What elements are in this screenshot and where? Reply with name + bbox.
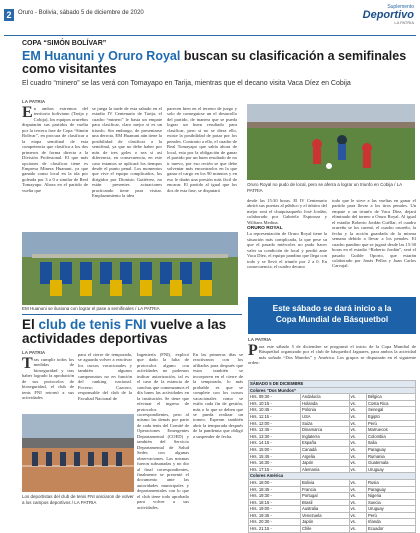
schedule-cell: Argelia [300,453,349,460]
schedule-cell: Hrs. 15:45 - [249,453,301,460]
page-header [0,0,420,36]
photo-oruro-royal [247,104,415,180]
schedule-row [249,394,416,401]
schedule-row [249,512,416,519]
photo-em-huanuni [22,232,238,305]
article2-headline [22,318,244,346]
schedule-row [249,493,416,500]
schedule-cell: Hrs. 10:45 - [249,407,301,414]
caption-text: EM Huanuni se ilusiona con lograr el pase a semifinales [22,306,134,311]
schedule-cell: Senegal [366,407,415,414]
photo1-caption: Oruro Royal no pudo de local, pero se aferra a lograr un triunfo en Cobija / LA PATRIA [247,182,402,193]
schedule-row [249,519,416,526]
schedule-cell: Polonia [300,407,349,414]
schedule-cell: Perú [366,512,415,519]
schedule-row [249,407,416,414]
schedule-cell: Uruguay [366,466,415,473]
schedule-cell: Hrs. 16:30 - [249,460,301,467]
supplement-logo [363,4,414,25]
dropcap: T [22,357,33,372]
logo-sub: LA PATRIA [394,20,414,25]
photo2-caption: EM Huanuni se ilusiona con lograr el pase a semifinales / LA PATRIA [22,306,160,311]
schedule-cell: España [300,440,349,447]
schedule-cell: vs. [349,493,366,500]
photo-tennis-club [22,414,134,492]
page-number: 2 [4,9,14,21]
column-subhead: ORURO ROYAL [247,226,283,232]
schedule-cell: Portugal [300,493,349,500]
article1-tag: LA PATRIA [22,99,46,104]
logo-top: Suplemento [387,4,414,10]
headline-highlight: EM Huanuni y Oruro Royal [22,49,181,63]
banner-line-2: Copa Mundial de Básquetbol [275,315,389,324]
article2-tag: LA PATRIA [22,350,46,355]
schedule-cell: Bélgica [366,394,415,401]
article1-dek: El cuadro “minero” se las verá con Tomayapo en Tarija, mientras que el decano visita Vaca Díez en Cobija [22,80,351,87]
schedule-cell: Perú [366,420,415,427]
article1-column-1 [22,106,88,232]
schedule-row [249,453,416,460]
schedule-cell: Guatemala [366,460,415,467]
headline-rest: buscan su clasificación a semifinales como visitantes [22,49,407,76]
schedule-cell: vs. [349,512,366,519]
schedule-cell: Marruecos [366,427,415,434]
schedule-cell: Irlanda [366,519,415,526]
schedule-cell: Rumania [366,453,415,460]
article2-column-4: En las primeras días se reactivaron con los afiliados para después que estos también se incorporen en el cierre de la temporada, lo más probable es que se complete con los cursos vacacionales como se estila cada fin de gestión, más o lo que se deben que se pueda realizar un torneo. Esperan también abrir la temporada después de la pandemia que obligó a suspender de fecha. [193,352,243,439]
caption-credit: LA PATRIA [247,182,402,193]
schedule-row [249,466,416,473]
headline-rest: vuelve a las actividades deportivas [22,317,227,346]
schedule-cell: Australia [300,506,349,513]
schedule-cell: Hrs. 18:45 - [249,486,301,493]
schedule-cell: Hrs. 19:45 - [249,512,301,519]
schedule-row [249,479,416,486]
schedule-cell: Paraguay [366,446,415,453]
article2-column-3: Ingeniería (FNI), explicó que dado la falta de protocolos alguno con actividades no podemos indicar autorización, tal es el caso de la estancia de canchas que comenzamos el día lunes las actividades en la institución. Se tiene que efectuar el ingreso de protocolos correspondientes, pero al mismo las demás por parte de cada tenis del Comité de Operaciones Emergentes Departamental (COED) y también del Servicio Departamental de Salud Sedes con algunas observaciones. Las mismas fueron subsanadas y no dio al final correspondientes, finalmente se presentó el documento ante las autoridades municipales y departamentales con lo que el club tiene todo aprobado para volver a sus actividades. [137,352,189,510]
schedule-cell: Hrs. 12:00 - [249,420,301,427]
sidebar-body: ara este sábado 5 de diciembre se programó el inicio de la Copa Mundial de Básquetbol organizado por el club de básquetbol Jaguares, para ambos la actividad más soñado “Dos Mundos” y América. Los grupos se disputarán en el siguiente orden: [248,344,416,366]
schedule-group-header: Colores América [249,473,416,480]
sidebar-tag: LA PATRIA [248,337,272,342]
schedule-row [249,413,416,420]
schedule-row [249,427,416,434]
schedule-cell: vs. [349,440,366,447]
caption-text: Los deportistas del club de tenis FNI aniciaron de volver a los campos deportivos [22,494,134,505]
schedule-cell: Hrs. 12:45 - [249,427,301,434]
column-text: ras cumplir todos los medidas de bioseguridad y tras haber logrado la aprobación de sus protocolos de bioseguridad, el club de tenis FNI retornó a sus actividades [22,357,74,401]
schedule-cell: vs. [349,499,366,506]
schedule-row [249,526,416,533]
schedule-cell: vs. [349,506,366,513]
schedule-cell: Hrs. 19:00 - [249,506,301,513]
schedule-cell: Ecuador [366,526,415,533]
schedule-cell: Hrs. 21:15 - [249,526,301,533]
schedule-cell: vs. [349,407,366,414]
schedule-cell: Hrs. 18:15 - [249,499,301,506]
schedule-cell: Hrs. 19:30 - [249,493,301,500]
schedule-cell: vs. [349,400,366,407]
schedule-cell: Hrs. 15:00 - [249,446,301,453]
schedule-row [249,499,416,506]
schedule-cell: vs. [349,526,366,533]
schedule-cell: vs. [349,413,366,420]
dateline: Oruro - Bolivia, sábado 5 de diciembre de 2020 [18,10,144,16]
headline-pre: El [22,317,39,332]
sidebar-text [248,344,416,372]
banner-line-1: Este sábado se dará inicio a la [272,304,392,313]
article1-column-2: se juega la tarde de esta sabado en el estadio IV Centenario de Tarija, el cuadro “minero” le basta un empate para clasificar, claro mejor si es un triunfo. Sin embargo, de presentarse una derrota, EM Huanuni aún tiene la posibilidad de clasificar a la semifinal, ya que no debe haber por más de tres goles o sea si así diferencia, en consecuencia, en este caso estamos se aplicará los tiempos desde el punto penal. Los momentos que vive el equipo complicados, los dirigidos por Dionisio Gutiérrez, no están presentes actuaciones practicando tiene para visitar. Emplazamiento la idea [92,106,162,199]
column-text: La representación de Oruro Royal tiene la situación más complicada, la que pese su que el pasado miércoles no pudo hacer valer su condición de local y perdió ante Vaca Díez, el equipo pandino que llega con todo y se llevó el triunfo por 2 a 0. En consecuencia, el cuadro decano [247,231,327,269]
schedule-cell: Hrs. 20:30 - [249,519,301,526]
photo3-caption: Los deportistas del club de tenis FNI aniciaron de volver a los campos deportivos / LA PATRIA [22,494,134,505]
schedule-row [249,460,416,467]
schedule-cell: USA [300,413,349,420]
schedule-cell: Suecia [366,499,415,506]
schedule-cell: vs. [349,446,366,453]
schedule-title: SÁBADO 5 DE DICIEMBRE [249,381,416,388]
schedule-cell: Costa Rica [366,400,415,407]
schedule-cell: vs. [349,433,366,440]
logo-main: Deportivo [362,9,414,21]
schedule-cell: Suiza [300,420,349,427]
schedule-row [249,506,416,513]
article1-headline [22,50,414,76]
header-rule [4,35,416,36]
schedule-row [249,400,416,407]
article1-column-3: parecen bien en el terreno de juego y solo de conseguirse un el desarrollo del partido, de manera que se pueda lograr un buen resultado para clasificar, pero si no se diera ello, existe la posibilidad de pasar por los penales. Contrario a ello, el cuadro de Real Tomayapo que sabía ahora de local, esta por la obligación de ganar el partido por un buen resultado de no ir nuevo, por eso recién se que debe solventar más encontrarlos en la que ganar el cargo en los 90 minutos y en eso le darán una presión más fácil de encarar. El partido al igual que los dos de esta fase, se disputará [167,106,237,193]
schedule-cell: vs. [349,453,366,460]
schedule-cell: Japón [300,460,349,467]
schedule-cell: Hrs. 18:00 - [249,479,301,486]
schedule-cell: Chile [300,526,349,533]
column-text: desde las 15:30 horas. El IV Centenario abrirá sus puertas al público y el árbitro del mejor será el chuquisaqueño José Jordán, colaborado por Gabriela Espinoza y Willians Medina. [247,198,327,225]
schedule-cell: Bolivia [300,479,349,486]
schedule-cell: Uruguay [366,506,415,513]
caption-text: Oruro Royal no pudo de local, pero se aferra a lograr un triunfo en Cobija [247,182,393,187]
schedule-cell: vs. [349,420,366,427]
schedule-cell: Paraguay [366,486,415,493]
schedule-cell: Hrs. 14:15 - [249,440,301,447]
sidebar-banner [248,297,416,334]
schedule-cell: Rusia [366,479,415,486]
caption-credit: LA PATRIA [137,306,160,311]
schedule-cell: Japón [300,519,349,526]
schedule-row [249,440,416,447]
schedule-row [249,446,416,453]
schedule-cell: Colombia [366,433,415,440]
schedule-cell: vs. [349,394,366,401]
dropcap: E [22,106,33,121]
soccer-match-photo [247,104,415,180]
schedule-row [249,433,416,440]
schedule-cell: Francia [300,486,349,493]
schedule-cell: Holanda [300,400,349,407]
schedule-cell: Inglaterra [300,433,349,440]
schedule-cell: vs. [349,519,366,526]
article1-column-4 [247,198,327,292]
schedule-cell: Hrs. 09:30 - [249,394,301,401]
schedule-cell: Brasil [300,499,349,506]
schedule-cell: Nigeria [366,493,415,500]
tennis-court-photo [22,414,134,492]
schedule-cell: Hrs. 17:15 - [249,466,301,473]
schedule-cell: vs. [349,460,366,467]
article2-column-2: para el cierre de temporada, se aguarda volver a reactivar los cursos vacacionales y también algunos campeonatos no en función del ranking nacional. Pocerso Cazorro, responsable del club de la Facultad Nacional de [78,352,132,401]
schedule-cell: Venezuela [300,512,349,519]
schedule-cell: vs. [349,466,366,473]
schedule-cell: Hrs. 13:30 - [249,433,301,440]
schedule-cell: Canadá [300,446,349,453]
headline-highlight: club de tenis FNI [38,317,147,332]
schedule-cell: Hrs. 10:15 - [249,400,301,407]
schedule-cell: vs. [349,486,366,493]
column-text: n ambos extremos del territorio boliviano (Tarija y Cobija), los equipos orureños disputarán sus partidos de vuelta por la tercera fase de Copa “Simón Bolívar”, en procura de clasificar a la etapa semifinal de esta competencia que clasifica a los dos primeros de forma directa a la División Profesional. El que más opciones de clasificar tiene es Empresa Minera Huanuni, ya que ganado como local en la ida por goleada por 3 a 0 a similar de Real Tomayapo. Ahora en el partido de vuelta que [22,106,88,193]
schedule-cell: Hrs. 11:15 - [249,413,301,420]
schedule-cell: Egipto [366,413,415,420]
schedule-row [249,486,416,493]
article2-column-1 [22,357,74,413]
dropcap: P [248,344,258,359]
team-photo [22,232,238,305]
schedule-table [248,380,416,533]
schedule-row [249,420,416,427]
article1-column-5: todo que le sirve a las vueltas en ganar el partido para llevar a los tiros penales. Un empate o un triunfo de Vaca Díez, dejará eliminado del torneo a Oruro Royal. Al igual el estadio Roberto Jordán Cuéllar, el cuadro orureño se los carenó, el cuadro orureño, la fecha y la acción guardada de la misma semana debido a llevar a los penales. El cuadro pandino que se jugará desde las 15:30 horas en el estadio “Roberto Jordán”, será el pasado Guilde Oporto, que estarán colaborado por Jonás Pellas y Juan Carlos Carvajal. [332,198,416,269]
schedule-cell: vs. [349,427,366,434]
schedule-cell: Dinamarca [300,427,349,434]
schedule-group-header: Colores “Dos Mundos” [249,387,416,394]
schedule-cell: Alemania [300,466,349,473]
article-divider [22,314,242,315]
caption-credit: LA PATRIA [74,499,97,505]
schedule-cell: vs. [349,479,366,486]
schedule-cell: Italia [366,440,415,447]
article1-kicker: COPA “SIMÓN BOLÍVAR” [22,40,107,47]
schedule-cell: Andalucía [300,394,349,401]
